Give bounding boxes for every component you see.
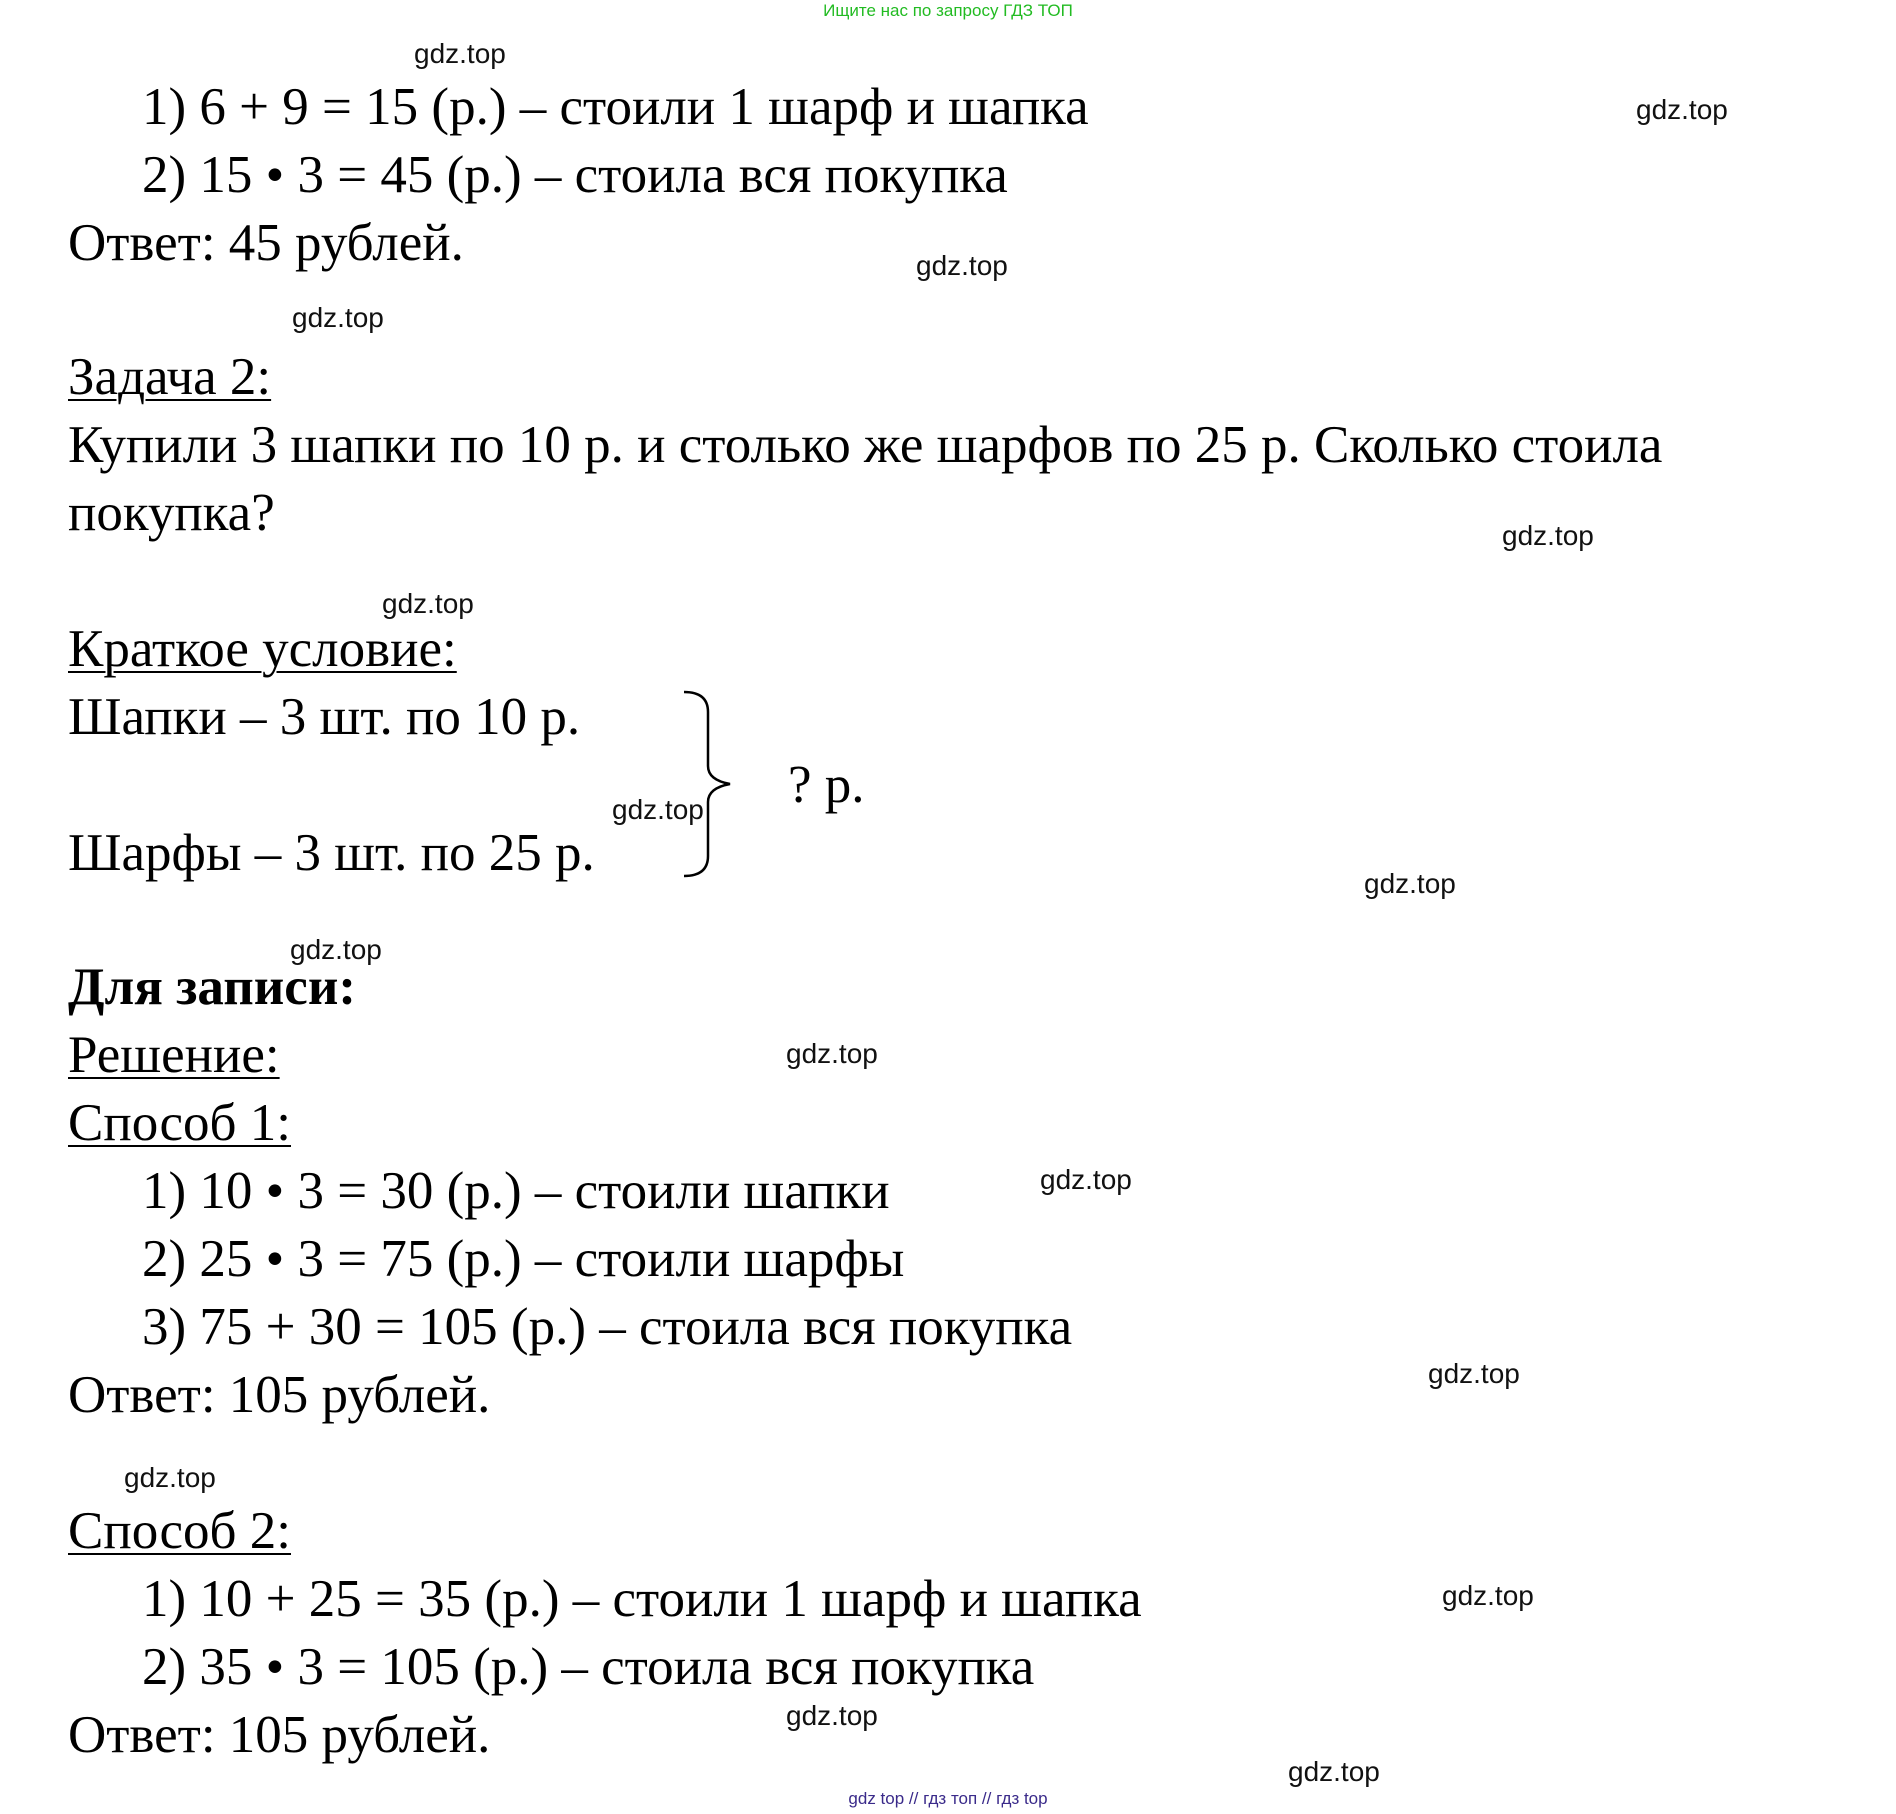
curly-brace [680, 688, 740, 880]
watermark: gdz.top [916, 250, 1008, 281]
method2-answer: Ответ: 105 рублей. [68, 1706, 491, 1764]
record-title: Для записи: [68, 958, 357, 1016]
prev-step-1: 1) 6 + 9 = 15 (р.) – стоили 1 шарф и шапка [142, 78, 1089, 136]
method1-answer: Ответ: 105 рублей. [68, 1366, 491, 1424]
watermark: gdz.top [290, 934, 382, 965]
watermark: gdz.top [292, 302, 384, 333]
condition-row-hats: Шапки – 3 шт. по 10 р. [68, 688, 581, 746]
watermark: gdz.top [1442, 1580, 1534, 1611]
solution-label: Решение: [68, 1026, 280, 1084]
method1-step-1: 1) 10 • 3 = 30 (р.) – стоили шапки [142, 1162, 890, 1220]
condition-title: Краткое условие: [68, 620, 457, 678]
watermark: gdz.top [414, 38, 506, 69]
watermark: gdz.top [1428, 1358, 1520, 1389]
watermark: gdz.top [612, 794, 704, 825]
top-banner: Ищите нас по запросу ГДЗ ТОП [823, 1, 1073, 20]
task-text-line-1: Купили 3 шапки по 10 р. и столько же шарфов по 25 р. Сколько стоила [68, 416, 1663, 474]
watermark: gdz.top [1364, 868, 1456, 899]
bottom-banner: gdz top // гдз топ // гдз top [848, 1789, 1048, 1808]
condition-row-scarves: Шарфы – 3 шт. по 25 р. [68, 824, 595, 882]
watermark: gdz.top [1502, 520, 1594, 551]
watermark: gdz.top [786, 1700, 878, 1731]
method2-title: Способ 2: [68, 1502, 291, 1560]
task-text-line-2: покупка? [68, 484, 275, 542]
watermark: gdz.top [124, 1462, 216, 1493]
prev-answer: Ответ: 45 рублей. [68, 214, 464, 272]
watermark: gdz.top [1288, 1756, 1380, 1787]
method1-step-3: 3) 75 + 30 = 105 (р.) – стоила вся покупка [142, 1298, 1073, 1356]
watermark: gdz.top [1040, 1164, 1132, 1195]
method2-step-2: 2) 35 • 3 = 105 (р.) – стоила вся покупка [142, 1638, 1035, 1696]
method2-step-1: 1) 10 + 25 = 35 (р.) – стоили 1 шарф и шапка [142, 1570, 1142, 1628]
task-title: Задача 2: [68, 348, 272, 406]
condition-question: ? р. [788, 756, 865, 814]
method1-step-2: 2) 25 • 3 = 75 (р.) – стоили шарфы [142, 1230, 905, 1288]
watermark: gdz.top [786, 1038, 878, 1069]
watermark: gdz.top [382, 588, 474, 619]
prev-step-2: 2) 15 • 3 = 45 (р.) – стоила вся покупка [142, 146, 1008, 204]
watermark: gdz.top [1636, 94, 1728, 125]
method1-title: Способ 1: [68, 1094, 291, 1152]
